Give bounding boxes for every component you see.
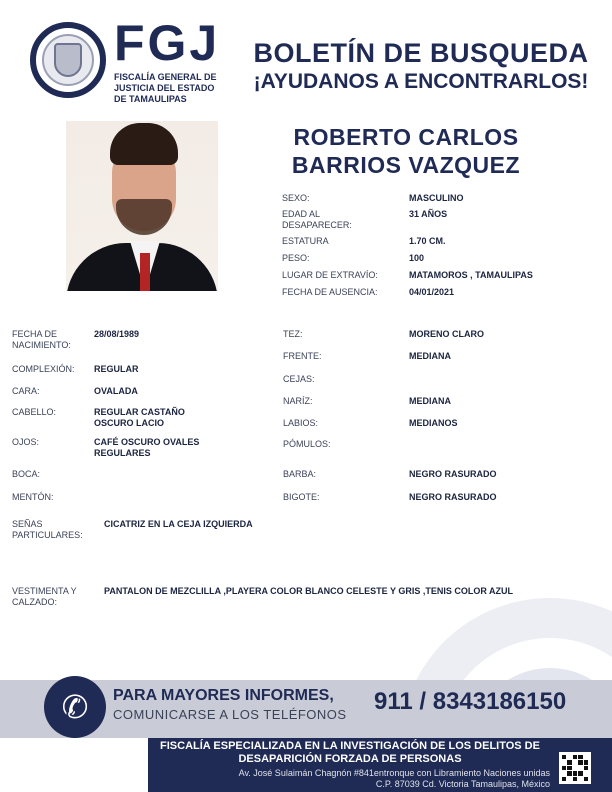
label-line: BOCA: — [12, 469, 41, 479]
field-label — [282, 270, 378, 281]
field-label — [12, 407, 56, 418]
value-line: 28/08/1989 — [94, 329, 140, 339]
value-line: NEGRO RASURADO — [409, 469, 497, 479]
field-label — [282, 209, 352, 231]
value-line: MORENO CLARO — [409, 329, 484, 339]
label-line: EDAD AL — [282, 209, 321, 219]
qr-code-icon — [559, 752, 591, 784]
seal-logo — [30, 22, 106, 98]
field-value — [409, 270, 533, 281]
field-value — [94, 437, 199, 459]
field-label — [282, 253, 310, 264]
contact-line1: PARA MAYORES INFORMES, — [113, 687, 334, 704]
vestimenta-label — [12, 586, 77, 608]
value-line: OSCURO LACIO — [94, 418, 165, 428]
field-label — [283, 351, 322, 362]
footer-address-line: Av. José Sulaimán Chagnón #841entronque con Libramiento Naciones unidas — [238, 768, 550, 778]
label-line: NACIMIENTO: — [12, 340, 71, 350]
org-acronym: FGJ — [114, 15, 221, 71]
label-line: FECHA DE AUSENCIA: — [282, 287, 378, 297]
label-line: PESO: — [282, 253, 310, 263]
field-value — [409, 193, 464, 204]
value-line: REGULAR CASTAÑO — [94, 407, 185, 417]
field-label — [12, 492, 54, 503]
bulletin-title: BOLETÍN DE BUSQUEDA — [253, 38, 589, 68]
label-line: CALZADO: — [12, 597, 58, 607]
field-label — [282, 193, 310, 204]
label-line: LUGAR DE EXTRAVÍO: — [282, 270, 378, 280]
value-line: CAFÉ OSCURO OVALES — [94, 437, 200, 447]
label-line: SEÑAS — [12, 519, 43, 529]
field-label — [283, 396, 313, 407]
value-line: REGULAR — [94, 364, 139, 374]
label-line: FECHA DE — [12, 329, 58, 339]
bulletin-subtitle: ¡AYUDANOS A ENCONTRARLOS! — [253, 70, 589, 93]
value-line: REGULARES — [94, 448, 151, 458]
value-line: 100 — [409, 253, 425, 263]
field-value — [409, 287, 454, 298]
phone-icon: ✆ — [44, 676, 106, 738]
value-line: 04/01/2021 — [409, 287, 455, 297]
label-line: OJOS: — [12, 437, 40, 447]
label-line: FRENTE: — [283, 351, 322, 361]
contact-phone[interactable]: 911 / 8343186150 — [374, 688, 567, 715]
field-label — [12, 386, 40, 397]
label-line: LABIOS: — [283, 418, 319, 428]
field-label — [282, 236, 329, 247]
field-label — [283, 374, 315, 385]
shield-icon — [54, 43, 82, 77]
field-label — [12, 329, 71, 351]
label-line: NARÍZ: — [283, 396, 313, 406]
person-name-line2: BARRIOS VAZQUEZ — [291, 152, 521, 178]
field-label — [283, 329, 303, 340]
field-label — [12, 469, 40, 480]
field-value — [409, 492, 497, 503]
field-value — [409, 209, 447, 220]
field-value — [94, 364, 139, 375]
value-line: NEGRO RASURADO — [409, 492, 497, 502]
label-line: DESAPARECER: — [282, 220, 352, 230]
field-label — [283, 492, 320, 503]
field-value — [409, 469, 497, 480]
value-line: OVALADA — [94, 386, 138, 396]
label-line: CARA: — [12, 386, 40, 396]
label-line: TEZ: — [283, 329, 303, 339]
field-value — [94, 329, 139, 340]
label-line: COMPLEXIÓN: — [12, 364, 75, 374]
field-value — [94, 407, 185, 429]
field-value — [409, 418, 458, 429]
field-value — [409, 329, 484, 340]
field-label — [12, 364, 75, 375]
label-line: PARTICULARES: — [12, 530, 83, 540]
field-label — [283, 469, 316, 480]
label-line: CEJAS: — [283, 374, 315, 384]
label-line: SEXO: — [282, 193, 310, 203]
footer-title-line: FISCALÍA ESPECIALIZADA EN LA INVESTIGACIÓN DE LOS DELITOS DE — [160, 740, 540, 752]
footer-title-line: DESAPARICIÓN FORZADA DE PERSONAS — [238, 753, 462, 765]
value-line: MEDIANA — [409, 396, 451, 406]
value-line: 1.70 CM. — [409, 236, 446, 246]
value-line: MEDIANA — [409, 351, 451, 361]
field-value — [409, 351, 451, 362]
senas-value: CICATRIZ EN LA CEJA IZQUIERDA — [104, 519, 253, 529]
vestimenta-value: PANTALON DE MEZCLILLA ,PLAYERA COLOR BLANCO CELESTE Y GRIS ,TENIS COLOR AZUL — [104, 586, 514, 596]
value-line: 31 AÑOS — [409, 209, 448, 219]
contact-line2: COMUNICARSE A LOS TELÉFONOS — [113, 707, 347, 722]
field-value — [409, 396, 451, 407]
field-value — [94, 386, 138, 397]
label-line: PÓMULOS: — [283, 439, 331, 449]
org-name — [114, 72, 234, 105]
label-line: BARBA: — [283, 469, 317, 479]
label-line: ESTATURA — [282, 236, 329, 246]
label-line: CABELLO: — [12, 407, 57, 417]
person-photo — [66, 121, 218, 291]
org-name-line: FISCALÍA GENERAL DE — [114, 72, 217, 82]
footer-address-line: C.P. 87039 Cd. Victoria Tamaulipas, México — [375, 779, 550, 789]
value-line: MASCULINO — [409, 193, 464, 203]
org-name-line: JUSTICIA DEL ESTADO — [114, 83, 215, 93]
senas-label — [12, 519, 83, 541]
value-line: MEDIANOS — [409, 418, 458, 428]
footer-title — [150, 740, 550, 766]
field-label — [283, 439, 331, 450]
footer-address — [150, 768, 550, 790]
label-line: VESTIMENTA Y — [12, 586, 77, 596]
field-label — [282, 287, 378, 298]
field-label — [12, 437, 39, 448]
label-line: BIGOTE: — [283, 492, 320, 502]
field-value — [409, 253, 424, 264]
field-value — [409, 236, 446, 247]
value-line: MATAMOROS , TAMAULIPAS — [409, 270, 533, 280]
org-name-line: DE TAMAULIPAS — [114, 94, 187, 104]
label-line: MENTÓN: — [12, 492, 54, 502]
person-name-line1: ROBERTO CARLOS — [293, 124, 519, 150]
field-label — [283, 418, 318, 429]
